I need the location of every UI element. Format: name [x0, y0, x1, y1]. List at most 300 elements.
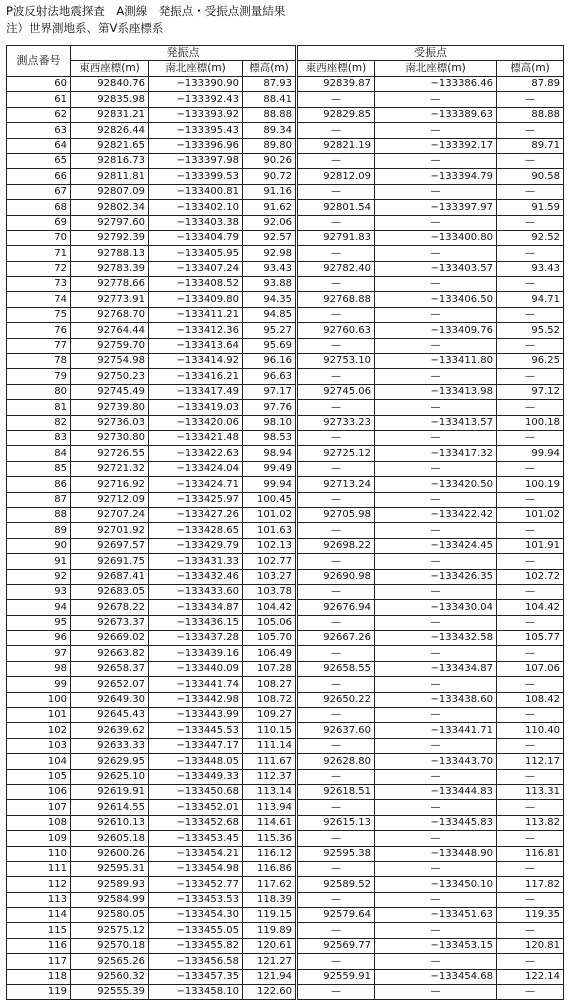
shot-east-cell: 92726.55: [71, 446, 149, 461]
shot-east-cell: 92778.66: [71, 277, 149, 292]
shot-north-cell: −133454.21: [149, 846, 243, 861]
shot-north-cell: −133449.33: [149, 769, 243, 784]
point-number-cell: 61: [7, 92, 71, 107]
receiver-north-empty: —: [375, 708, 497, 723]
point-number-cell: 111: [7, 861, 71, 876]
receiver-east-cell: 92615.13: [297, 815, 375, 830]
shot-north-cell: −133408.52: [149, 277, 243, 292]
receiver-east-cell: 92768.88: [297, 292, 375, 307]
table-row: [7, 892, 564, 907]
receiver-east-cell: 92713.24: [297, 477, 375, 492]
shot-north-cell: −133445.53: [149, 723, 243, 738]
receiver-north-empty: —: [375, 307, 497, 322]
document-header: [6, 3, 566, 36]
receiver-north-cell: −133450.10: [375, 877, 497, 892]
receiver-east-empty: —: [297, 338, 375, 353]
point-number-cell: 60: [7, 77, 71, 92]
receiver-east-empty: —: [297, 277, 375, 292]
shot-east-cell: 92802.34: [71, 200, 149, 215]
table-row: [7, 631, 564, 646]
receiver-elevation-empty: —: [497, 954, 564, 969]
point-number-cell: 69: [7, 215, 71, 230]
shot-elevation-cell: 89.80: [243, 138, 297, 153]
shot-elevation-cell: 122.60: [243, 985, 297, 1000]
shot-elevation-cell: 98.10: [243, 415, 297, 430]
shot-east-cell: 92697.57: [71, 538, 149, 553]
shot-elevation-header: 標高(m): [243, 61, 297, 77]
table-row: [7, 292, 564, 307]
receiver-elevation-cell: 110.40: [497, 723, 564, 738]
point-number-cell: 78: [7, 354, 71, 369]
receiver-north-empty: —: [375, 615, 497, 630]
table-header: [7, 46, 564, 77]
shot-north-cell: −133404.79: [149, 230, 243, 245]
receiver-elevation-cell: 102.72: [497, 569, 564, 584]
table-row: [7, 646, 564, 661]
receiver-north-empty: —: [375, 923, 497, 938]
shot-east-cell: 92816.73: [71, 153, 149, 168]
receiver-north-cell: −133424.45: [375, 538, 497, 553]
receiver-east-empty: —: [297, 92, 375, 107]
shot-east-cell: 92663.82: [71, 646, 149, 661]
shot-elevation-cell: 92.06: [243, 215, 297, 230]
receiver-north-empty: —: [375, 338, 497, 353]
receiver-east-header: 東西座標(m): [297, 61, 375, 77]
receiver-north-empty: —: [375, 954, 497, 969]
shot-north-cell: −133448.05: [149, 754, 243, 769]
shot-north-cell: −133425.97: [149, 492, 243, 507]
receiver-north-cell: −133389.63: [375, 107, 497, 122]
shot-point-group-header: 発振点: [71, 46, 297, 61]
shot-east-cell: 92633.33: [71, 738, 149, 753]
shot-east-cell: 92773.91: [71, 292, 149, 307]
point-number-cell: 97: [7, 646, 71, 661]
receiver-north-cell: −133454.68: [375, 969, 497, 984]
receiver-elevation-cell: 88.88: [497, 107, 564, 122]
point-number-cell: 114: [7, 908, 71, 923]
shot-east-cell: 92673.37: [71, 615, 149, 630]
shot-elevation-cell: 94.85: [243, 307, 297, 322]
receiver-elevation-empty: —: [497, 492, 564, 507]
shot-north-cell: −133412.36: [149, 323, 243, 338]
receiver-east-empty: —: [297, 923, 375, 938]
point-number-cell: 118: [7, 969, 71, 984]
receiver-east-cell: 92676.94: [297, 600, 375, 615]
receiver-elevation-empty: —: [497, 184, 564, 199]
point-number-cell: 63: [7, 123, 71, 138]
point-number-cell: 98: [7, 661, 71, 676]
shot-east-cell: 92821.65: [71, 138, 149, 153]
receiver-north-cell: −133422.42: [375, 507, 497, 522]
point-number-cell: 71: [7, 246, 71, 261]
table-row: [7, 738, 564, 753]
receiver-north-cell: −133451.63: [375, 908, 497, 923]
table-row: [7, 831, 564, 846]
receiver-east-empty: —: [297, 430, 375, 445]
table-row: [7, 169, 564, 184]
table-row: [7, 246, 564, 261]
receiver-north-empty: —: [375, 554, 497, 569]
shot-elevation-cell: 108.27: [243, 677, 297, 692]
shot-east-cell: 92811.81: [71, 169, 149, 184]
shot-east-cell: 92595.31: [71, 861, 149, 876]
receiver-elevation-cell: 113.82: [497, 815, 564, 830]
shot-east-cell: 92701.92: [71, 523, 149, 538]
receiver-north-cell: −133438.60: [375, 692, 497, 707]
receiver-elevation-cell: 100.18: [497, 415, 564, 430]
table-row: [7, 954, 564, 969]
table-row: [7, 138, 564, 153]
receiver-elevation-cell: 101.91: [497, 538, 564, 553]
receiver-north-cell: −133400.80: [375, 230, 497, 245]
receiver-elevation-empty: —: [497, 523, 564, 538]
point-number-cell: 65: [7, 153, 71, 168]
receiver-north-empty: —: [375, 831, 497, 846]
shot-elevation-cell: 112.37: [243, 769, 297, 784]
shot-north-cell: −133456.58: [149, 954, 243, 969]
receiver-elevation-header: 標高(m): [497, 61, 564, 77]
receiver-east-cell: 92595.38: [297, 846, 375, 861]
shot-north-cell: −133393.92: [149, 107, 243, 122]
point-number-cell: 70: [7, 230, 71, 245]
shot-north-cell: −133450.68: [149, 784, 243, 799]
receiver-elevation-cell: 116.81: [497, 846, 564, 861]
point-number-cell: 110: [7, 846, 71, 861]
shot-elevation-cell: 119.15: [243, 908, 297, 923]
receiver-north-cell: −133406.50: [375, 292, 497, 307]
shot-north-cell: −133428.65: [149, 523, 243, 538]
shot-elevation-cell: 95.69: [243, 338, 297, 353]
document-title: P波反射法地震探査 A測線 発振点・受振点測量結果: [6, 4, 286, 18]
shot-elevation-cell: 111.14: [243, 738, 297, 753]
receiver-east-empty: —: [297, 461, 375, 476]
receiver-north-empty: —: [375, 400, 497, 415]
receiver-elevation-cell: 89.71: [497, 138, 564, 153]
shot-elevation-cell: 101.63: [243, 523, 297, 538]
shot-north-cell: −133421.48: [149, 430, 243, 445]
point-number-cell: 108: [7, 815, 71, 830]
shot-north-cell: −133453.45: [149, 831, 243, 846]
receiver-elevation-cell: 113.31: [497, 784, 564, 799]
receiver-elevation-cell: 97.12: [497, 384, 564, 399]
shot-north-cell: −133422.63: [149, 446, 243, 461]
shot-north-cell: −133397.98: [149, 153, 243, 168]
shot-elevation-cell: 93.43: [243, 261, 297, 276]
shot-elevation-cell: 105.06: [243, 615, 297, 630]
receiver-elevation-cell: 94.71: [497, 292, 564, 307]
receiver-north-cell: −133394.79: [375, 169, 497, 184]
receiver-north-empty: —: [375, 215, 497, 230]
shot-east-cell: 92788.13: [71, 246, 149, 261]
point-number-cell: 94: [7, 600, 71, 615]
shot-elevation-cell: 101.02: [243, 507, 297, 522]
point-number-cell: 89: [7, 523, 71, 538]
receiver-north-empty: —: [375, 184, 497, 199]
shot-east-cell: 92565.26: [71, 954, 149, 969]
receiver-elevation-empty: —: [497, 769, 564, 784]
point-number-cell: 104: [7, 754, 71, 769]
shot-east-cell: 92687.41: [71, 569, 149, 584]
shot-elevation-cell: 109.27: [243, 708, 297, 723]
shot-elevation-cell: 111.67: [243, 754, 297, 769]
table-row: [7, 277, 564, 292]
receiver-north-empty: —: [375, 861, 497, 876]
receiver-north-cell: −133430.04: [375, 600, 497, 615]
receiver-north-cell: −133403.57: [375, 261, 497, 276]
shot-elevation-cell: 88.41: [243, 92, 297, 107]
shot-north-cell: −133390.90: [149, 77, 243, 92]
receiver-elevation-empty: —: [497, 831, 564, 846]
receiver-north-cell: −133386.46: [375, 77, 497, 92]
shot-north-cell: −133454.30: [149, 908, 243, 923]
shot-north-cell: −133416.21: [149, 369, 243, 384]
shot-east-cell: 92691.75: [71, 554, 149, 569]
table-row: [7, 877, 564, 892]
receiver-north-cell: −133413.98: [375, 384, 497, 399]
receiver-north-empty: —: [375, 584, 497, 599]
receiver-elevation-empty: —: [497, 277, 564, 292]
shot-east-cell: 92575.12: [71, 923, 149, 938]
receiver-elevation-cell: 91.59: [497, 200, 564, 215]
point-number-cell: 83: [7, 430, 71, 445]
table-row: [7, 184, 564, 199]
receiver-elevation-empty: —: [497, 92, 564, 107]
point-number-cell: 64: [7, 138, 71, 153]
receiver-point-group-header: 受振点: [297, 46, 564, 61]
table-row: [7, 985, 564, 1000]
shot-elevation-cell: 119.89: [243, 923, 297, 938]
shot-elevation-cell: 97.17: [243, 384, 297, 399]
shot-east-cell: 92716.92: [71, 477, 149, 492]
table-row: [7, 523, 564, 538]
table-row: [7, 784, 564, 799]
shot-elevation-cell: 100.45: [243, 492, 297, 507]
receiver-east-empty: —: [297, 123, 375, 138]
table-row: [7, 369, 564, 384]
receiver-elevation-cell: 104.42: [497, 600, 564, 615]
shot-north-cell: −133452.68: [149, 815, 243, 830]
shot-elevation-cell: 87.93: [243, 77, 297, 92]
point-number-cell: 95: [7, 615, 71, 630]
point-number-cell: 91: [7, 554, 71, 569]
table-row: [7, 384, 564, 399]
table-row: [7, 600, 564, 615]
receiver-elevation-empty: —: [497, 554, 564, 569]
point-number-cell: 90: [7, 538, 71, 553]
receiver-east-cell: 92745.06: [297, 384, 375, 399]
table-row: [7, 723, 564, 738]
receiver-north-empty: —: [375, 277, 497, 292]
point-number-cell: 99: [7, 677, 71, 692]
receiver-north-cell: −133443.70: [375, 754, 497, 769]
shot-north-cell: −133436.15: [149, 615, 243, 630]
receiver-north-cell: −133409.76: [375, 323, 497, 338]
receiver-east-cell: 92650.22: [297, 692, 375, 707]
receiver-elevation-empty: —: [497, 430, 564, 445]
shot-elevation-cell: 117.62: [243, 877, 297, 892]
shot-east-cell: 92625.10: [71, 769, 149, 784]
point-number-cell: 86: [7, 477, 71, 492]
receiver-east-cell: 92589.52: [297, 877, 375, 892]
shot-elevation-cell: 113.14: [243, 784, 297, 799]
receiver-east-empty: —: [297, 246, 375, 261]
point-number-cell: 103: [7, 738, 71, 753]
receiver-east-empty: —: [297, 215, 375, 230]
receiver-elevation-empty: —: [497, 400, 564, 415]
receiver-east-cell: 92821.19: [297, 138, 375, 153]
table-row: [7, 123, 564, 138]
shot-east-cell: 92792.39: [71, 230, 149, 245]
receiver-north-empty: —: [375, 738, 497, 753]
receiver-elevation-empty: —: [497, 584, 564, 599]
point-number-cell: 72: [7, 261, 71, 276]
shot-east-cell: 92584.99: [71, 892, 149, 907]
shot-elevation-cell: 96.16: [243, 354, 297, 369]
shot-north-cell: −133431.33: [149, 554, 243, 569]
point-number-cell: 77: [7, 338, 71, 353]
shot-east-cell: 92570.18: [71, 938, 149, 953]
shot-north-cell: −133414.92: [149, 354, 243, 369]
shot-north-cell: −133409.80: [149, 292, 243, 307]
shot-elevation-cell: 103.27: [243, 569, 297, 584]
shot-north-cell: −133455.05: [149, 923, 243, 938]
shot-east-cell: 92619.91: [71, 784, 149, 799]
shot-elevation-cell: 91.16: [243, 184, 297, 199]
point-number-cell: 101: [7, 708, 71, 723]
point-number-cell: 85: [7, 461, 71, 476]
shot-east-cell: 92764.44: [71, 323, 149, 338]
shot-elevation-cell: 94.35: [243, 292, 297, 307]
table-row: [7, 846, 564, 861]
table-row: [7, 554, 564, 569]
receiver-elevation-empty: —: [497, 677, 564, 692]
table-row: [7, 200, 564, 215]
receiver-north-empty: —: [375, 769, 497, 784]
shot-east-cell: 92826.44: [71, 123, 149, 138]
shot-north-cell: −133457.35: [149, 969, 243, 984]
point-number-header: 測点番号: [7, 46, 71, 77]
survey-results-table: [6, 45, 564, 1000]
receiver-east-cell: 92559.91: [297, 969, 375, 984]
shot-elevation-cell: 98.94: [243, 446, 297, 461]
receiver-elevation-cell: 93.43: [497, 261, 564, 276]
table-row: [7, 584, 564, 599]
point-number-cell: 112: [7, 877, 71, 892]
receiver-east-cell: 92733.23: [297, 415, 375, 430]
point-number-cell: 68: [7, 200, 71, 215]
point-number-cell: 67: [7, 184, 71, 199]
receiver-east-cell: 92628.80: [297, 754, 375, 769]
shot-north-cell: −133420.06: [149, 415, 243, 430]
point-number-cell: 79: [7, 369, 71, 384]
shot-north-cell: −133439.16: [149, 646, 243, 661]
receiver-elevation-empty: —: [497, 338, 564, 353]
receiver-north-cell: −133448.90: [375, 846, 497, 861]
point-number-cell: 66: [7, 169, 71, 184]
point-number-cell: 81: [7, 400, 71, 415]
shot-elevation-cell: 116.86: [243, 861, 297, 876]
receiver-elevation-empty: —: [497, 153, 564, 168]
shot-elevation-cell: 121.94: [243, 969, 297, 984]
shot-east-cell: 92707.24: [71, 507, 149, 522]
shot-north-cell: −133392.43: [149, 92, 243, 107]
shot-north-cell: −133443.99: [149, 708, 243, 723]
shot-elevation-cell: 106.49: [243, 646, 297, 661]
shot-east-cell: 92730.80: [71, 430, 149, 445]
table-row: [7, 908, 564, 923]
point-number-cell: 117: [7, 954, 71, 969]
receiver-east-empty: —: [297, 369, 375, 384]
point-number-cell: 113: [7, 892, 71, 907]
receiver-north-header: 南北座標(m): [375, 61, 497, 77]
shot-elevation-cell: 104.42: [243, 600, 297, 615]
table-row: [7, 661, 564, 676]
shot-east-cell: 92712.09: [71, 492, 149, 507]
shot-north-cell: −133402.10: [149, 200, 243, 215]
shot-east-cell: 92649.30: [71, 692, 149, 707]
receiver-elevation-cell: 100.19: [497, 477, 564, 492]
receiver-elevation-empty: —: [497, 369, 564, 384]
table-row: [7, 415, 564, 430]
shot-north-cell: −133395.43: [149, 123, 243, 138]
receiver-north-empty: —: [375, 985, 497, 1000]
shot-east-cell: 92678.22: [71, 600, 149, 615]
shot-north-cell: −133399.53: [149, 169, 243, 184]
table-row: [7, 923, 564, 938]
receiver-north-cell: −133453.15: [375, 938, 497, 953]
point-number-cell: 106: [7, 784, 71, 799]
receiver-elevation-cell: 101.02: [497, 507, 564, 522]
receiver-east-empty: —: [297, 523, 375, 538]
shot-east-cell: 92560.32: [71, 969, 149, 984]
receiver-elevation-empty: —: [497, 738, 564, 753]
point-number-cell: 93: [7, 584, 71, 599]
point-number-cell: 75: [7, 307, 71, 322]
shot-east-cell: 92835.98: [71, 92, 149, 107]
point-number-cell: 87: [7, 492, 71, 507]
receiver-east-cell: 92618.51: [297, 784, 375, 799]
receiver-east-empty: —: [297, 892, 375, 907]
shot-north-cell: −133405.95: [149, 246, 243, 261]
receiver-north-empty: —: [375, 369, 497, 384]
shot-north-cell: −133452.77: [149, 877, 243, 892]
shot-elevation-cell: 99.94: [243, 477, 297, 492]
shot-north-cell: −133407.24: [149, 261, 243, 276]
receiver-elevation-empty: —: [497, 708, 564, 723]
receiver-east-empty: —: [297, 184, 375, 199]
receiver-north-cell: −133434.87: [375, 661, 497, 676]
table-row: [7, 446, 564, 461]
receiver-north-cell: −133420.50: [375, 477, 497, 492]
shot-east-cell: 92555.39: [71, 985, 149, 1000]
shot-elevation-cell: 107.28: [243, 661, 297, 676]
table-row: [7, 323, 564, 338]
shot-elevation-cell: 91.62: [243, 200, 297, 215]
point-number-cell: 80: [7, 384, 71, 399]
receiver-east-cell: 92753.10: [297, 354, 375, 369]
receiver-elevation-empty: —: [497, 307, 564, 322]
receiver-east-empty: —: [297, 708, 375, 723]
table-row: [7, 938, 564, 953]
shot-north-cell: −133411.21: [149, 307, 243, 322]
table-row: [7, 153, 564, 168]
shot-elevation-cell: 89.34: [243, 123, 297, 138]
receiver-north-cell: −133411.80: [375, 354, 497, 369]
table-row: [7, 615, 564, 630]
shot-east-cell: 92739.80: [71, 400, 149, 415]
shot-east-cell: 92658.37: [71, 661, 149, 676]
table-row: [7, 800, 564, 815]
